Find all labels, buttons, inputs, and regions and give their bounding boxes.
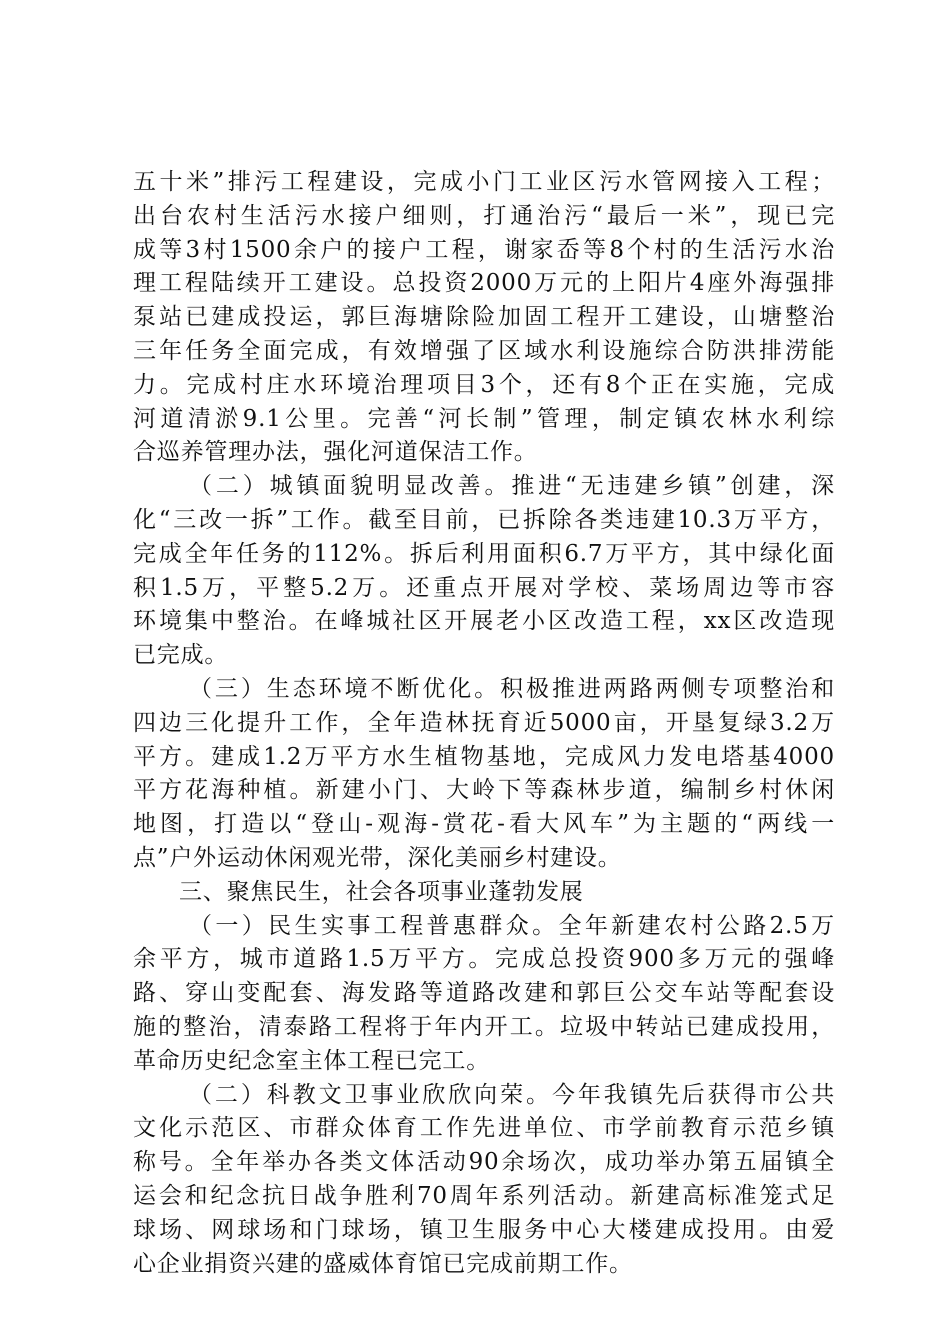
text-line: 理工程陆续开工建设。总投资2000万元的上阳片4座外海强排	[133, 270, 835, 297]
text-line: 称号。全年举办各类文体活动90余场次，成功举办第五届镇全	[133, 1149, 835, 1176]
text-line: 平方。建成1.2万平方水生植物基地，完成风力发电塔基4000	[133, 743, 835, 770]
text-line: 成等3村1500余户的接户工程，谢家岙等8个村的生活污水治	[133, 236, 835, 263]
text-line: 五十米”排污工程建设，完成小门工业区污水管网接入工程；	[133, 169, 835, 195]
text-line: 点”户外运动休闲观光带，深化美丽乡村建设。	[133, 844, 622, 871]
text-line: 完成全年任务的112%。拆后利用面积6.7万平方，其中绿化面	[133, 540, 835, 567]
text-line: 余平方，城市道路1.5万平方。完成总投资900多万元的强峰	[133, 946, 835, 973]
section-heading-line: （二）城镇面貌明显改善。推进“无违建乡镇”创建，深	[189, 473, 835, 500]
text-line: 地图，打造以“登山-观海-赏花-看大风车”为主题的“两线一	[133, 811, 835, 838]
text-line: 施的整治，清泰路工程将于年内开工。垃圾中转站已建成投用，	[133, 1013, 835, 1040]
text-line: 文化示范区、市群众体育工作先进单位、市学前教育示范乡镇	[133, 1115, 835, 1142]
text-line: 球场、网球场和门球场，镇卫生服务中心大楼建成投用。由爱	[133, 1216, 835, 1243]
text-line: 革命历史纪念室主体工程已完工。	[133, 1047, 490, 1074]
text-line: 三年任务全面完成，有效增强了区域水利设施综合防洪排涝能	[133, 337, 835, 364]
text-line: 出台农村生活污水接户细则，打通治污“最后一米”，现已完	[133, 202, 835, 229]
text-line: 泵站已建成投运，郭巨海塘除险加固工程开工建设，山塘整治	[133, 304, 835, 331]
section-heading-line: （一）民生实事工程普惠群众。全年新建农村公路2.5万	[189, 912, 835, 939]
text-line: 力。完成村庄水环境治理项目3个，还有8个正在实施，完成	[133, 371, 835, 398]
section-heading-line: （二）科教文卫事业欣欣向荣。今年我镇先后获得市公共	[189, 1081, 835, 1108]
chapter-heading: 三、聚焦民生，社会各项事业蓬勃发展	[179, 878, 584, 905]
text-line: 河道清淤9.1公里。完善“河长制”管理，制定镇农林水利综	[133, 405, 835, 432]
section-heading-line: （三）生态环境不断优化。积极推进两路两侧专项整治和	[189, 675, 835, 702]
text-line: 合巡养管理办法，强化河道保洁工作。	[133, 439, 538, 466]
text-line: 路、穿山变配套、海发路等道路改建和郭巨公交车站等配套设	[133, 980, 835, 1007]
text-line: 运会和纪念抗日战争胜利70周年系列活动。新建高标准笼式足	[133, 1182, 835, 1209]
text-line: 环境集中整治。在峰城社区开展老小区改造工程，xx区改造现	[133, 608, 835, 635]
text-line: 积1.5万，平整5.2万。还重点开展对学校、菜场周边等市容	[133, 574, 835, 601]
text-line: 心企业捐资兴建的盛威体育馆已完成前期工作。	[133, 1250, 633, 1277]
text-line: 四边三化提升工作，全年造林抚育近5000亩，开垦复绿3.2万	[133, 709, 835, 736]
text-line: 已完成。	[133, 642, 229, 669]
text-line: 平方花海种植。新建小门、大岭下等森林步道，编制乡村休闲	[133, 777, 835, 804]
document-body	[133, 166, 835, 1281]
text-line: 化“三改一拆”工作。截至目前，已拆除各类违建10.3万平方，	[133, 506, 835, 533]
